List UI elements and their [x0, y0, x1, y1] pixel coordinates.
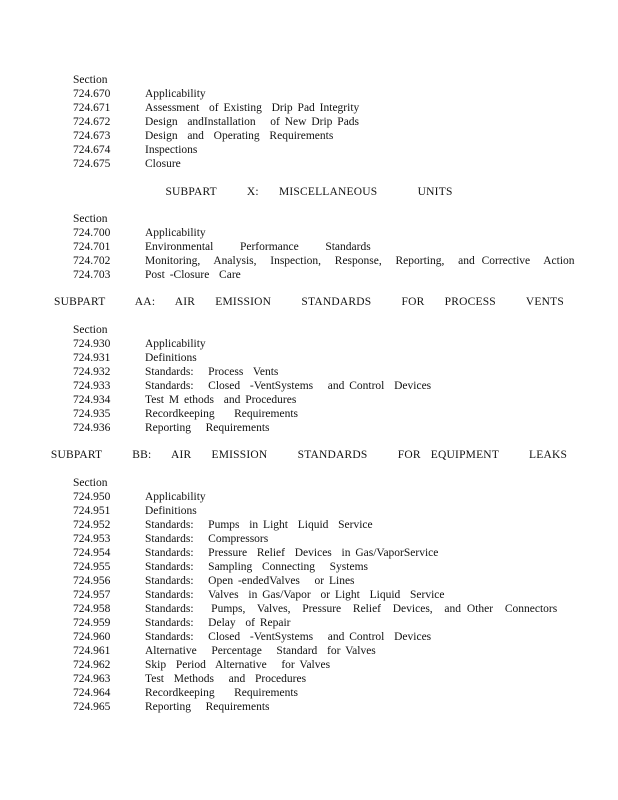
section-number: 724.956 — [73, 575, 111, 587]
section-number: 724.931 — [73, 352, 111, 364]
section-number: 724.933 — [73, 380, 111, 392]
list-item — [0, 351, 618, 365]
list-item — [0, 407, 618, 421]
list-item — [0, 129, 618, 143]
section-number: 724.960 — [73, 631, 111, 643]
section-number: 724.962 — [73, 659, 111, 671]
section-title: Design andInstallation of New Drip Pads — [145, 116, 360, 128]
section-number: 724.953 — [73, 533, 111, 545]
section-number: 724.951 — [73, 505, 111, 517]
list-item — [0, 379, 618, 393]
section-title: Monitoring, Analysis, Inspection, Response, Reporting, and Corrective Action — [145, 255, 575, 267]
section-title: Standards: Pumps in Light Liquid Service — [145, 519, 373, 531]
list-item — [0, 254, 618, 268]
list-item — [0, 240, 618, 254]
subpart-x-heading: SUBPART X: MISCELLANEOUS UNITS — [165, 186, 453, 198]
list-item — [0, 115, 618, 129]
section-title: Definitions — [145, 505, 197, 517]
section-title: Reporting Requirements — [145, 701, 270, 713]
section-title: Assessment of Existing Drip Pad Integrity — [145, 102, 360, 114]
section-title: Closure — [145, 158, 181, 170]
section-title: Standards: Sampling Connecting Systems — [145, 561, 368, 573]
list-item — [0, 421, 618, 435]
section-number: 724.950 — [73, 491, 111, 503]
section-title: Applicability — [145, 227, 206, 239]
section-number: 724.700 — [73, 227, 111, 239]
list-item — [0, 157, 618, 171]
list-item — [0, 337, 618, 351]
list-item — [0, 101, 618, 115]
section-number: 724.961 — [73, 645, 111, 657]
list-item — [0, 658, 618, 672]
section-number: 724.702 — [73, 255, 111, 267]
section-title: Design and Operating Requirements — [145, 130, 334, 142]
section-number: 724.958 — [73, 603, 111, 615]
section-number: 724.964 — [73, 687, 111, 699]
section-number: 724.673 — [73, 130, 111, 142]
section-title: Standards: Pumps, Valves, Pressure Relief Devices, and Other Connectors — [145, 603, 558, 615]
section-number: 724.701 — [73, 241, 111, 253]
section-number: 724.965 — [73, 701, 111, 713]
list-item — [0, 574, 618, 588]
section-label: Section — [73, 74, 108, 86]
section-number: 724.703 — [73, 269, 111, 281]
section-number: 724.672 — [73, 116, 111, 128]
section-title: Test Methods and Procedures — [145, 673, 307, 685]
section-number: 724.954 — [73, 547, 111, 559]
list-item — [0, 532, 618, 546]
section-number: 724.959 — [73, 617, 111, 629]
section-number: 724.675 — [73, 158, 111, 170]
section-number: 724.934 — [73, 394, 111, 406]
list-item — [0, 560, 618, 574]
section-label: Section — [73, 477, 108, 489]
section-number: 724.952 — [73, 519, 111, 531]
section-number: 724.963 — [73, 673, 111, 685]
section-title: Recordkeeping Requirements — [145, 687, 298, 699]
list-item — [0, 226, 618, 240]
list-item — [0, 87, 618, 101]
list-item — [0, 616, 618, 630]
section-title: Standards: Open -endedValves or Lines — [145, 575, 355, 587]
list-item — [0, 546, 618, 560]
section-title: Alternative Percentage Standard for Valves — [145, 645, 376, 657]
section-title: Reporting Requirements — [145, 422, 270, 434]
list-item — [0, 490, 618, 504]
section-number: 724.671 — [73, 102, 111, 114]
list-item — [0, 365, 618, 379]
list-item — [0, 393, 618, 407]
section-title: Standards: Compressors — [145, 533, 269, 545]
section-title: Standards: Process Vents — [145, 366, 279, 378]
section-number: 724.674 — [73, 144, 111, 156]
list-item — [0, 602, 618, 616]
list-item — [0, 504, 618, 518]
section-number: 724.955 — [73, 561, 111, 573]
section-title: Standards: Pressure Relief Devices in Gas/VaporService — [145, 547, 439, 559]
list-item — [0, 700, 618, 714]
section-title: Standards: Delay of Repair — [145, 617, 291, 629]
section-title: Applicability — [145, 491, 206, 503]
list-item — [0, 630, 618, 644]
section-title: Applicability — [145, 338, 206, 350]
subpart-bb-heading: SUBPART BB: AIR EMISSION STANDARDS FOR EQUIPMENT LEAKS — [50, 449, 568, 461]
section-title: Applicability — [145, 88, 206, 100]
section-title: Skip Period Alternative for Valves — [145, 659, 331, 671]
list-item — [0, 672, 618, 686]
subpart-aa-heading: SUBPART AA: AIR EMISSION STANDARDS FOR PROCESS VENTS — [54, 296, 564, 308]
section-title: Inspections — [145, 144, 198, 156]
list-item — [0, 518, 618, 532]
section-title: Definitions — [145, 352, 197, 364]
section-number: 724.932 — [73, 366, 111, 378]
section-title: Standards: Closed -VentSystems and Control Devices — [145, 631, 432, 643]
section-title: Standards: Valves in Gas/Vapor or Light Liquid Service — [145, 589, 445, 601]
section-number: 724.670 — [73, 88, 111, 100]
list-item — [0, 686, 618, 700]
list-item — [0, 143, 618, 157]
list-item — [0, 588, 618, 602]
list-item — [0, 268, 618, 282]
section-title: Recordkeeping Requirements — [145, 408, 298, 420]
section-number: 724.935 — [73, 408, 111, 420]
section-title: Post -Closure Care — [145, 269, 241, 281]
section-title: Environmental Performance Standards — [145, 241, 371, 253]
section-label: Section — [73, 213, 108, 225]
section-title: Standards: Closed -VentSystems and Control Devices — [145, 380, 432, 392]
section-number: 724.930 — [73, 338, 111, 350]
section-number: 724.957 — [73, 589, 111, 601]
section-title: Test M ethods and Procedures — [145, 394, 297, 406]
section-number: 724.936 — [73, 422, 111, 434]
list-item — [0, 644, 618, 658]
section-label: Section — [73, 324, 108, 336]
